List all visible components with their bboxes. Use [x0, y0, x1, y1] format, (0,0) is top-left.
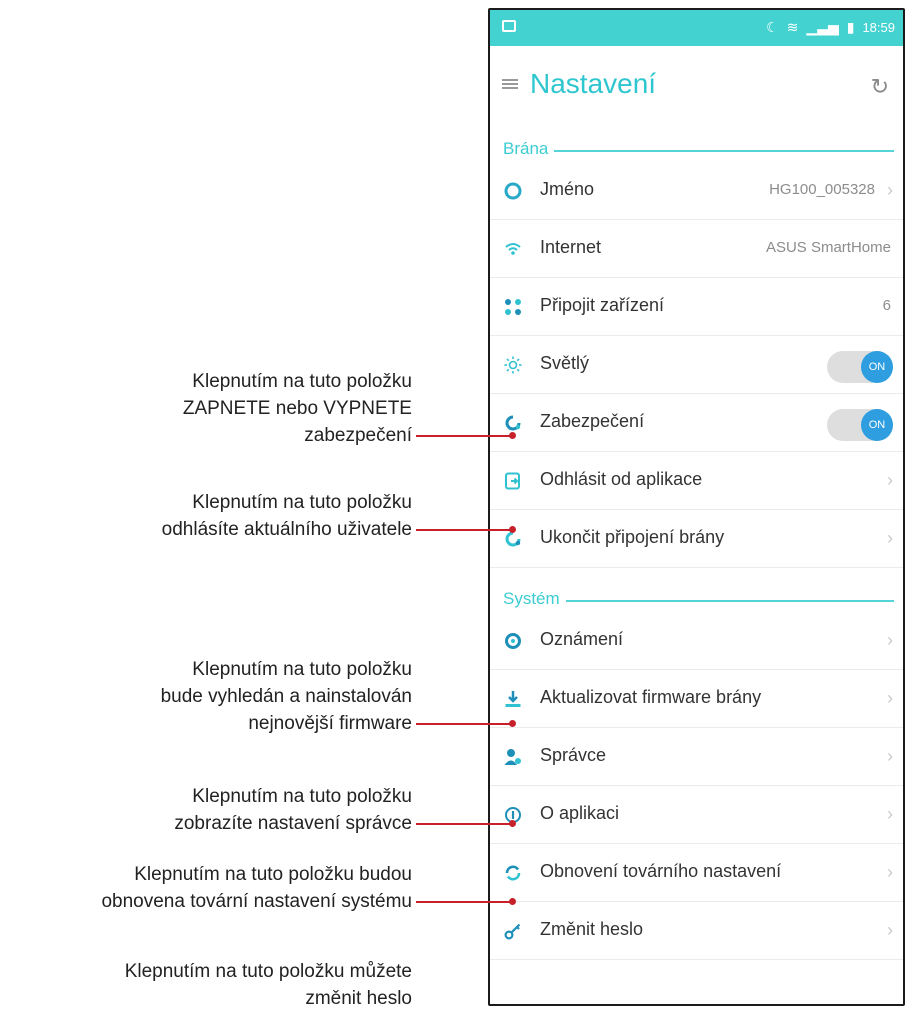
callout-line: zabezpečení	[304, 425, 412, 446]
chevron-right-icon: ›	[887, 630, 893, 650]
gateway-icon	[504, 182, 522, 200]
chevron-right-icon: ›	[887, 920, 893, 940]
callout-leader-end	[509, 526, 516, 533]
callout-leader-end	[509, 432, 516, 439]
callout-text	[161, 656, 412, 737]
callout-line: Klepnutím na tuto položku	[192, 371, 412, 392]
settings-row[interactable]	[490, 162, 903, 220]
notification-app-icon	[502, 20, 516, 32]
settings-row-label: Aktualizovat firmware brány	[540, 687, 762, 707]
chevron-right-icon: ›	[887, 862, 893, 882]
callout-leader-end	[509, 820, 516, 827]
callout-line: odhlásíte aktuálního uživatele	[161, 519, 412, 540]
phone-screen	[488, 8, 905, 1006]
settings-row-label: Připojit zařízení	[540, 295, 665, 315]
settings-row-label: O aplikaci	[540, 803, 620, 823]
callout-line: ZAPNETE nebo VYPNETE	[182, 398, 412, 419]
light-icon	[504, 356, 522, 374]
settings-row-value: ASUS SmartHome	[765, 239, 891, 256]
chevron-right-icon: ›	[887, 528, 893, 548]
section-header	[490, 568, 903, 612]
callout-leader-end	[509, 898, 516, 905]
key-icon	[504, 922, 522, 940]
admin-icon	[504, 748, 522, 766]
settings-row[interactable]	[490, 786, 903, 844]
callout-leader-end	[509, 720, 516, 727]
refresh-icon[interactable]: ↻	[870, 74, 889, 99]
settings-row-label: Odhlásit od aplikace	[540, 469, 703, 489]
moon-icon: ☾	[766, 19, 779, 35]
callout-leader-line	[416, 823, 512, 825]
settings-row[interactable]	[490, 220, 903, 278]
callout-line: Klepnutím na tuto položku budou	[134, 864, 412, 885]
callout-line: obnovena tovární nastavení systému	[101, 891, 412, 912]
security-icon	[504, 414, 522, 432]
chevron-right-icon: ›	[887, 804, 893, 824]
wifi-status-icon: ≋	[786, 19, 799, 35]
callout-text	[174, 783, 412, 837]
status-time: 18:59	[862, 19, 895, 35]
settings-row-label: Změnit heslo	[540, 919, 644, 939]
callout-leader-line	[416, 435, 512, 437]
toggle-knob: ON	[861, 409, 893, 441]
toggle-switch[interactable]	[827, 351, 893, 383]
section-label: Brána	[503, 139, 554, 159]
devices-icon	[504, 298, 522, 316]
section-divider	[503, 150, 894, 152]
settings-row[interactable]	[490, 728, 903, 786]
toggle-knob: ON	[861, 351, 893, 383]
settings-row[interactable]	[490, 670, 903, 728]
page-title: Nastavení	[530, 68, 657, 99]
settings-row-label: Světlý	[540, 353, 590, 373]
notification-icon	[504, 632, 522, 650]
settings-list	[490, 118, 903, 960]
callout-line: změnit heslo	[305, 988, 412, 1009]
app-bar	[490, 46, 903, 118]
callout-text	[162, 489, 412, 543]
toggle-switch[interactable]	[827, 409, 893, 441]
settings-row[interactable]	[490, 278, 903, 336]
callout-line: Klepnutím na tuto položku	[192, 786, 412, 807]
wifi-icon	[504, 240, 522, 258]
settings-row-value: 6	[882, 297, 891, 314]
settings-row[interactable]	[490, 336, 903, 394]
settings-row-value: HG100_005328	[769, 181, 875, 198]
settings-row[interactable]	[490, 612, 903, 670]
logout-icon	[504, 472, 522, 490]
chevron-right-icon: ›	[887, 746, 893, 766]
section-header	[490, 118, 903, 162]
callout-leader-line	[416, 529, 512, 531]
settings-row-label: Ukončit připojení brány	[540, 527, 725, 547]
callout-text	[125, 958, 412, 1012]
callout-leader-line	[416, 901, 512, 903]
reset-icon	[504, 864, 522, 882]
callout-line: bude vyhledán a nainstalován	[160, 686, 412, 707]
settings-row-label: Obnovení továrního nastavení	[540, 861, 782, 881]
callout-line: Klepnutím na tuto položku můžete	[124, 961, 412, 982]
callout-line: Klepnutím na tuto položku	[192, 659, 412, 680]
callout-line: nejnovější firmware	[248, 713, 412, 734]
status-bar	[490, 10, 903, 46]
settings-row[interactable]	[490, 844, 903, 902]
callout-line: Klepnutím na tuto položku	[192, 492, 412, 513]
settings-row-label: Správce	[540, 745, 607, 765]
settings-row-label: Zabezpečení	[540, 411, 645, 431]
settings-row[interactable]	[490, 902, 903, 960]
settings-row-label: Jméno	[540, 179, 595, 199]
battery-icon: ▮	[846, 19, 855, 35]
hamburger-menu-icon[interactable]	[502, 79, 518, 89]
callout-leader-line	[416, 723, 512, 725]
section-label: Systém	[503, 589, 566, 609]
settings-row[interactable]	[490, 452, 903, 510]
download-icon	[504, 690, 522, 708]
settings-row-label: Oznámení	[540, 629, 624, 649]
signal-icon: ▁▃▅	[806, 19, 839, 35]
chevron-right-icon: ›	[887, 688, 893, 708]
callout-text	[183, 368, 412, 449]
chevron-right-icon: ›	[887, 180, 893, 200]
callout-line: zobrazíte nastavení správce	[174, 813, 412, 834]
settings-row-label: Internet	[540, 237, 602, 257]
chevron-right-icon: ›	[887, 470, 893, 490]
settings-row[interactable]	[490, 394, 903, 452]
settings-row[interactable]	[490, 510, 903, 568]
callout-text	[101, 861, 412, 915]
